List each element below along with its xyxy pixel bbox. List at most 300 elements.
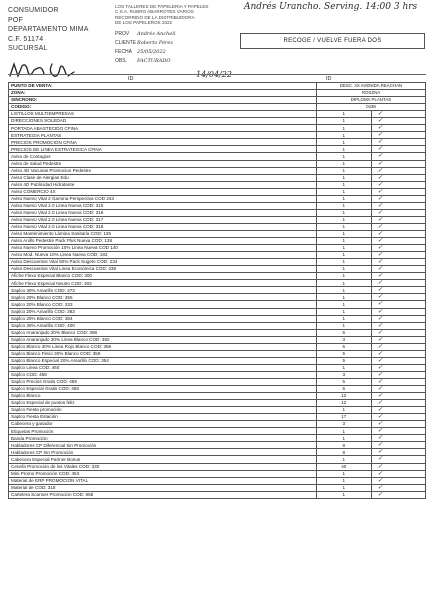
checkmark-icon: ✓ — [377, 392, 383, 400]
item-check-cell — [371, 245, 426, 252]
table-row — [9, 202, 426, 209]
header-line: SUCURSAL — [8, 45, 48, 52]
item-description: Saplco Precios Gratis COD: 459 — [9, 378, 317, 385]
item-description: Saplco Blanco — [9, 393, 317, 400]
checkmark-icon: ✓ — [377, 195, 383, 202]
checkmark-icon: ✓ — [377, 138, 383, 146]
item-quantity: 1 — [317, 238, 372, 245]
table-row — [9, 181, 426, 188]
item-check-cell — [371, 280, 426, 287]
checkmark-icon: ✓ — [377, 251, 383, 259]
item-quantity: 1 — [317, 118, 372, 125]
item-quantity: 1 — [317, 202, 372, 209]
checkmark-icon: ✓ — [377, 216, 383, 223]
checkmark-icon: ✓ — [377, 336, 383, 343]
table-row — [9, 322, 426, 329]
checkmark-icon: ✓ — [377, 315, 383, 322]
checkmark-icon: ✓ — [377, 209, 383, 216]
item-description: Saplco 30% Amarillo COD: 400 — [9, 322, 317, 329]
meta-value: ROSZNA — [317, 90, 426, 97]
checkmark-icon: ✓ — [377, 399, 383, 407]
checkmark-icon: ✓ — [377, 258, 383, 266]
item-quantity: 1 — [317, 287, 372, 294]
item-check-cell — [371, 322, 426, 329]
item-check-cell — [371, 118, 426, 125]
top-row-right: ID — [326, 76, 332, 82]
checkmark-icon: ✓ — [377, 470, 383, 477]
table-row — [9, 371, 426, 378]
meta-label: SINCRONO: — [9, 97, 317, 104]
checkmark-icon: ✓ — [377, 174, 383, 181]
item-description: Aviso Mantenimiento Lámina Sanitaria COD: 135 — [9, 230, 317, 237]
checkmark-icon: ✓ — [377, 357, 383, 364]
field-value: 25/05/2022 — [137, 49, 166, 55]
item-quantity: 8 — [317, 449, 372, 456]
item-description: LISTILLOS MULTIEMPRESAS — [9, 111, 317, 118]
item-quantity: 5 — [317, 350, 372, 357]
item-description: Aviso Nuevo Vital 2 Gamma Perspectiva COD 243 — [9, 195, 317, 202]
item-description: DIRECCIONES SOLEDAD — [9, 118, 317, 125]
checkmark-icon: ✓ — [377, 322, 383, 329]
item-quantity: 1 — [317, 209, 372, 216]
meta-row — [9, 104, 426, 111]
item-check-cell — [371, 378, 426, 385]
item-description: Saplco Blanco Especial 20% Amarillo COD: 354 — [9, 357, 317, 364]
item-description: ESTRATEGIA PLANTAS — [9, 132, 317, 139]
meta-row — [9, 97, 426, 104]
field-value: Andrés Ancheli — [137, 31, 176, 37]
item-description: Aviso Nuevo Vital 2.0 Linea Nueva COD: 316 — [9, 209, 317, 216]
meta-label: ZONA: — [9, 90, 317, 97]
item-description: Saplco Anaranjado 30% Linea Blanco COD: 352 — [9, 336, 317, 343]
checkmark-icon: ✓ — [377, 145, 383, 153]
item-check-cell — [371, 364, 426, 371]
item-description: Saplco 30% Amarillo COD: 373 — [9, 287, 317, 294]
item-quantity: 12 — [317, 393, 372, 400]
table-row — [9, 223, 426, 230]
item-check-cell — [371, 414, 426, 421]
item-check-cell — [371, 238, 426, 245]
table-row — [9, 357, 426, 364]
item-check-cell — [371, 132, 426, 139]
item-description: Aviso Nuevo Vital 2.0 Linea Nueva COD: 315 — [9, 202, 317, 209]
item-check-cell — [371, 125, 426, 132]
checkmark-icon: ✓ — [377, 385, 383, 393]
table-row — [9, 329, 426, 336]
meta-value: 0438 — [317, 104, 426, 111]
item-check-cell — [371, 223, 426, 230]
handwritten-note: Andrés Urancho. Serving. 14:00 3 hrs — [244, 2, 418, 12]
item-quantity: 1 — [317, 259, 372, 266]
item-description: Aviso Mod. Nueva 10% Linea Nueva COD: 183 — [9, 252, 317, 259]
meta-value: DIPLOMA PLANTAS — [317, 97, 426, 104]
table-row — [9, 118, 426, 125]
checkmark-icon: ✓ — [377, 420, 383, 428]
header-field — [115, 30, 176, 39]
header-center-line: RECORRIDO DE LA DISTRIBUIDORA — [115, 14, 195, 20]
item-quantity: 1 — [317, 181, 372, 188]
item-check-cell — [371, 477, 426, 484]
header-center-block — [115, 4, 235, 26]
table-row — [9, 308, 426, 315]
item-quantity: 1 — [317, 477, 372, 484]
table-row — [9, 449, 426, 456]
item-quantity: 40 — [317, 463, 372, 470]
checkmark-icon: ✓ — [377, 441, 383, 449]
table-row — [9, 456, 426, 463]
item-check-cell — [371, 216, 426, 223]
item-check-cell — [371, 407, 426, 414]
table-row — [9, 188, 426, 195]
checkmark-icon: ✓ — [377, 244, 383, 252]
table-row — [9, 259, 426, 266]
item-description: Saplco 20% Blanco COD: 384 — [9, 315, 317, 322]
table-row — [9, 287, 426, 294]
item-quantity: 1 — [317, 174, 372, 181]
table-row — [9, 266, 426, 273]
item-description: Cenefa Promoción de los Vitales COD: 330 — [9, 463, 317, 470]
item-check-cell — [371, 202, 426, 209]
table-row — [9, 463, 426, 470]
table-row — [9, 280, 426, 287]
item-quantity: 5 — [317, 343, 372, 350]
checkmark-icon: ✓ — [377, 371, 383, 378]
field-label: OBS. — [115, 58, 127, 64]
item-quantity: 1 — [317, 273, 372, 280]
table-row — [9, 428, 426, 435]
checkmark-icon: ✓ — [377, 160, 383, 167]
item-check-cell — [371, 350, 426, 357]
checkmark-icon: ✓ — [377, 308, 383, 315]
table-row — [9, 315, 426, 322]
item-quantity: 3 — [317, 421, 372, 428]
table-row — [9, 294, 426, 301]
item-check-cell — [371, 400, 426, 407]
item-description: PRECIOS DE LINEA ESTRATEGICA CFINA — [9, 146, 317, 153]
table-row — [9, 238, 426, 245]
item-quantity: 1 — [317, 167, 372, 174]
item-check-cell — [371, 449, 426, 456]
item-description: Habladores CP Sin Promoción — [9, 449, 317, 456]
table-row — [9, 139, 426, 146]
checkmark-icon: ✓ — [377, 167, 383, 174]
item-quantity: 1 — [317, 188, 372, 195]
item-quantity: 5 — [317, 378, 372, 385]
field-label: FECHA — [115, 49, 132, 55]
table-row — [9, 470, 426, 477]
checkmark-icon: ✓ — [377, 427, 383, 435]
checkmark-icon: ✓ — [377, 188, 383, 195]
item-check-cell — [371, 421, 426, 428]
item-check-cell — [371, 491, 426, 498]
item-quantity: 1 — [317, 364, 372, 371]
checkmark-icon: ✓ — [377, 110, 383, 118]
checkmark-icon: ✓ — [377, 181, 383, 188]
item-description: Material de ERP PROMOCION VITAL — [9, 477, 317, 484]
item-quantity: 1 — [317, 315, 372, 322]
item-check-cell — [371, 428, 426, 435]
item-quantity: 1 — [317, 160, 372, 167]
table-row — [9, 209, 426, 216]
item-check-cell — [371, 329, 426, 336]
item-quantity: 1 — [317, 280, 372, 287]
item-quantity: 1 — [317, 125, 372, 132]
item-description: Afiche Flexo Especial Blanco COD: 300 — [9, 273, 317, 280]
header-field — [115, 39, 176, 48]
item-quantity: 1 — [317, 216, 372, 223]
item-check-cell — [371, 442, 426, 449]
checkmark-icon: ✓ — [377, 484, 383, 491]
checkmark-icon: ✓ — [377, 237, 383, 245]
item-check-cell — [371, 266, 426, 273]
item-description: Saplco Fiesta Estación — [9, 414, 317, 421]
item-description: Saplco COD: 458 — [9, 371, 317, 378]
item-check-cell — [371, 160, 426, 167]
item-check-cell — [371, 386, 426, 393]
top-row-left: ID — [128, 76, 134, 82]
table-row — [9, 435, 426, 442]
header-center-line: C.S.A. RUBRO ABARROTES VARIOS — [115, 9, 194, 15]
item-quantity: 5 — [317, 357, 372, 364]
item-quantity: 5 — [317, 386, 372, 393]
item-description: Mini Promo Promoción COD: 453 — [9, 470, 317, 477]
table-row — [9, 386, 426, 393]
meta-label: CODIGO: — [9, 104, 317, 111]
item-description: Aviso de Salud Pedestre — [9, 160, 317, 167]
table-row — [9, 378, 426, 385]
checkmark-icon: ✓ — [377, 131, 383, 139]
item-quantity: 1 — [317, 111, 372, 118]
item-description: Saplco 20% Blanco COD: 355 — [9, 294, 317, 301]
checkmark-icon: ✓ — [377, 448, 383, 456]
item-quantity: 1 — [317, 223, 372, 230]
item-description: Aviso de Contagios — [9, 153, 317, 160]
item-quantity: 1 — [317, 301, 372, 308]
table-row — [9, 364, 426, 371]
item-check-cell — [371, 343, 426, 350]
item-quantity: 5 — [317, 329, 372, 336]
item-description: Cabecera y ganador — [9, 421, 317, 428]
header-box-title: RECOGE / VUELVE FUERA DOS — [240, 33, 425, 49]
table-row — [9, 414, 426, 421]
item-check-cell — [371, 315, 426, 322]
item-check-cell — [371, 435, 426, 442]
table-row — [9, 153, 426, 160]
item-check-cell — [371, 456, 426, 463]
item-description: Aviso Descuentos Vital Linea Económica COD: 238 — [9, 266, 317, 273]
item-quantity: 3 — [317, 371, 372, 378]
header-center-line: LOS TALLERES DE PAPELERIA Y PAPELES — [115, 4, 209, 9]
item-quantity: 1 — [317, 294, 372, 301]
table-row — [9, 195, 426, 202]
item-check-cell — [371, 336, 426, 343]
checkmark-icon: ✓ — [377, 293, 383, 301]
item-description: Cartelera Scanner Promoción COD: 858 — [9, 491, 317, 498]
field-value: FACTURADO — [137, 58, 171, 64]
item-check-cell — [371, 393, 426, 400]
table-row — [9, 174, 426, 181]
item-quantity: 1 — [317, 435, 372, 442]
table-row — [9, 350, 426, 357]
item-check-cell — [371, 167, 426, 174]
item-description: PORTADA ABASTECIDO CFINA — [9, 125, 317, 132]
checkmark-icon: ✓ — [377, 329, 383, 336]
meta-row — [9, 83, 426, 90]
item-check-cell — [371, 357, 426, 364]
header-line: DEPARTAMENTO MIMA — [8, 26, 89, 33]
item-description: Saplco Blanco 30% Linea Rojo Blanco COD: 358 — [9, 343, 317, 350]
item-description: PRECIOS PROMOCION CFINA — [9, 139, 317, 146]
meta-value: DESC. 4X AVENIDA REACHAN — [317, 83, 426, 90]
item-check-cell — [371, 195, 426, 202]
item-description: Banda Promoción — [9, 435, 317, 442]
item-quantity: 1 — [317, 146, 372, 153]
item-description: Cabecera Especial Partner Bonus — [9, 456, 317, 463]
item-quantity: 1 — [317, 428, 372, 435]
header-line: POF — [8, 16, 23, 24]
item-check-cell — [371, 174, 426, 181]
item-quantity: 1 — [317, 153, 372, 160]
table-row — [9, 343, 426, 350]
checkmark-icon: ✓ — [377, 343, 383, 350]
table-row — [9, 245, 426, 252]
item-description: Aviso Nuevo Vital 2.0 Linea Nueva COD: 317 — [9, 216, 317, 223]
checkmark-icon: ✓ — [377, 152, 383, 160]
checkmark-icon: ✓ — [377, 455, 383, 463]
item-check-cell — [371, 470, 426, 477]
meta-label: PUNTO DE VENTA: — [9, 83, 317, 90]
checkmark-icon: ✓ — [377, 202, 383, 209]
table-row — [9, 125, 426, 132]
inventory-table-body — [9, 83, 426, 499]
item-quantity: 3 — [317, 336, 372, 343]
checkmark-icon: ✓ — [377, 413, 383, 421]
item-description: Aviso Descuentos Vital 50% Pack Sugeto COD: 234 — [9, 259, 317, 266]
item-check-cell — [371, 463, 426, 470]
checkmark-icon: ✓ — [377, 378, 383, 385]
item-description: Saplco Anaranjado 20% Blanco COD: 358 — [9, 329, 317, 336]
item-check-cell — [371, 484, 426, 491]
checkmark-icon: ✓ — [377, 124, 383, 132]
item-quantity: 1 — [317, 139, 372, 146]
checkmark-icon: ✓ — [377, 434, 383, 442]
table-row — [9, 421, 426, 428]
meta-row — [9, 90, 426, 97]
item-quantity: 1 — [317, 407, 372, 414]
table-row — [9, 111, 426, 118]
table-row — [9, 301, 426, 308]
field-label: PROV — [115, 31, 130, 37]
item-check-cell — [371, 181, 426, 188]
item-description: Saplco 20% Blanco COD: 333 — [9, 301, 317, 308]
item-description: Saplco Blanco Flexo 30% Blanco COD: 359 — [9, 350, 317, 357]
item-quantity: 1 — [317, 132, 372, 139]
item-description: Saplco Linea COD: 460 — [9, 364, 317, 371]
header-fields — [115, 30, 176, 66]
item-check-cell — [371, 111, 426, 118]
table-row — [9, 146, 426, 153]
table-row — [9, 132, 426, 139]
item-quantity: 1 — [317, 322, 372, 329]
checkmark-icon: ✓ — [377, 279, 383, 287]
table-row — [9, 477, 426, 484]
item-description: Material de COD: 318 — [9, 484, 317, 491]
item-description: Saplco Fiesta promoción — [9, 407, 317, 414]
item-check-cell — [371, 308, 426, 315]
item-check-cell — [371, 371, 426, 378]
item-check-cell — [371, 294, 426, 301]
checkmark-icon: ✓ — [377, 491, 383, 498]
item-quantity: 1 — [317, 484, 372, 491]
item-description: Habladores CP Diferencial Sin Promoción — [9, 442, 317, 449]
item-description: Aviso Nuevo Promoción 10% Linea Nueva COD 140 — [9, 245, 317, 252]
item-quantity: 1 — [317, 245, 372, 252]
item-description: Etiquetas Promoción — [9, 428, 317, 435]
table-row — [9, 491, 426, 498]
header-line: CONSUMIDOR — [8, 7, 59, 14]
item-quantity: 1 — [317, 456, 372, 463]
header-center-line: DE LOS PAPELEROS 2022 — [115, 20, 173, 26]
item-quantity: 1 — [317, 491, 372, 498]
checkmark-icon: ✓ — [377, 272, 383, 280]
item-description: Aviso Clase de Alergias Edu — [9, 174, 317, 181]
checkmark-icon: ✓ — [377, 230, 383, 237]
handwritten-date: 14/04/22 — [196, 70, 232, 79]
table-row — [9, 336, 426, 343]
item-quantity: 1 — [317, 252, 372, 259]
checkmark-icon: ✓ — [377, 223, 383, 230]
checkmark-icon: ✓ — [377, 477, 383, 484]
table-row — [9, 407, 426, 414]
item-quantity: 1 — [317, 266, 372, 273]
checkmark-icon: ✓ — [377, 350, 383, 357]
table-row — [9, 442, 426, 449]
header-field — [115, 57, 176, 66]
item-check-cell — [371, 259, 426, 266]
header-field — [115, 48, 176, 57]
item-check-cell — [371, 301, 426, 308]
table-row — [9, 167, 426, 174]
item-description: Saplco 20% Amarillo COD: 383 — [9, 308, 317, 315]
checkmark-icon: ✓ — [377, 265, 383, 273]
checkmark-icon: ✓ — [377, 286, 383, 294]
item-check-cell — [371, 273, 426, 280]
item-description: Saplco Especial de puntos feliz — [9, 400, 317, 407]
field-value: Roberto Pérez — [137, 40, 174, 46]
table-row — [9, 216, 426, 223]
item-quantity: 1 — [317, 230, 372, 237]
item-quantity: 17 — [317, 414, 372, 421]
item-quantity: 8 — [317, 442, 372, 449]
table-row — [9, 400, 426, 407]
table-row — [9, 252, 426, 259]
item-description: Aviso 4D Publicidad Hidratante — [9, 181, 317, 188]
table-row — [9, 160, 426, 167]
checkmark-icon: ✓ — [377, 364, 383, 371]
checkmark-icon: ✓ — [377, 406, 383, 414]
item-check-cell — [371, 153, 426, 160]
item-check-cell — [371, 146, 426, 153]
checkmark-icon: ✓ — [377, 300, 383, 308]
header-line: C.F. 51174 — [8, 35, 44, 43]
item-check-cell — [371, 252, 426, 259]
item-quantity: 12 — [317, 400, 372, 407]
checkmark-icon: ✓ — [377, 463, 383, 470]
field-label: CLIENTE — [115, 40, 137, 46]
inventory-table — [8, 82, 426, 499]
item-check-cell — [371, 209, 426, 216]
item-quantity: 1 — [317, 195, 372, 202]
